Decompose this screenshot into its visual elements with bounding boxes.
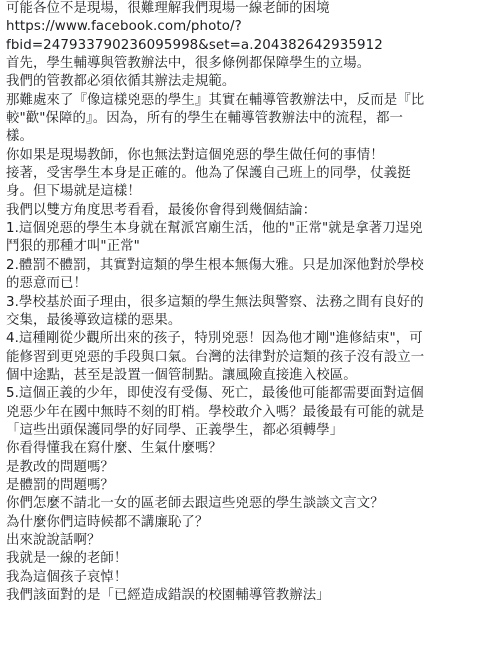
post-text-line: 兇惡少年在國中無時不刻的盯梢。學校敢介入嗎？最後最有可能的就是	[6, 404, 425, 420]
post-text-line: 我們該面對的是「已經造成錯誤的校園輔導管教辦法」	[6, 588, 330, 603]
post-text-line: 是體罰的問題嗎？	[6, 477, 114, 493]
post-text-line: 接著，受害學生本身是正確的。他為了保護自己班上的同學，仗義挺	[6, 166, 411, 182]
post-text-line: 鬥狠的那種才叫"正常"	[6, 239, 140, 255]
post-text-line: 的惡意而已！	[6, 276, 87, 292]
post-text-line: 「這些出頭保護同學的好同學、正義學生，都必須轉學」	[6, 422, 344, 438]
post-text-line: 你看得懂我在寫什麼、生氣什麼嗎？	[6, 441, 222, 457]
post-text-line: 5.這個正義的少年，即使沒有受傷、死亡，最後他可能都需要面對這個	[6, 386, 424, 402]
post-text-line: 我為這個孩子哀悼！	[6, 569, 128, 585]
post-text-line: 身。但下場就是這樣！	[6, 184, 141, 200]
post-text-line: 我們的管教都必須依循其辦法走規範。	[6, 74, 236, 90]
post-text-line: 1.這個兇惡的學生本身就在幫派宮廟生活，他的"正常"就是拿著刀逞兇	[6, 221, 423, 237]
post-link-line[interactable]: fbid=247933790236095998&set=a.204382642935912	[6, 37, 383, 53]
post-text-line: 那難處來了『像這樣兇惡的學生』其實在輔導管教辦法中，反而是『比	[6, 92, 425, 108]
post-text-line: 個中途點，甚至是設置一個管制點。讓風險直接進入校區。	[6, 367, 357, 383]
post-text-line: 我們以雙方角度思考看看，最後你會得到幾個結論：	[6, 202, 317, 218]
post-text-line: 可能各位不是現場，很難理解我們現場一線老師的困境	[6, 1, 330, 16]
post-text-line: 為什麼你們這時候都不講廉恥了？	[6, 514, 209, 530]
post-text-line: 你們怎麼不請北一女的區老師去跟這些兇惡的學生談談文言文？	[6, 496, 384, 512]
post-text-line: 樣。	[6, 129, 33, 145]
post-link-line[interactable]: https://www.facebook.com/photo/?	[6, 19, 242, 35]
post-text-line: 出來說說話啊？	[6, 532, 101, 548]
post-text-line: 首先，學生輔導與管教辦法中，很多條例都保障學生的立場。	[6, 56, 371, 72]
post-text-line: 能修習到更兇惡的手段與口氣。台灣的法律對於這類的孩子沒有設立一	[6, 349, 425, 365]
post-text-line: 4.這種剛從少觀所出來的孩子，特別兇惡！因為他才剛"進修結束"，可	[6, 331, 423, 347]
post-text-line: 2.體罰不體罰，其實對這類的學生根本無傷大雅。只是加深他對於學校	[6, 257, 424, 273]
post-text-line: 較"歡"保障的』。因為，所有的學生在輔導管教辦法中的流程，都一	[6, 111, 404, 127]
post-text-line: 交集，最後導致這樣的惡果。	[6, 312, 182, 328]
post-text-line: 你如果是現場教師，你也無法對這個兇惡的學生做任何的事情！	[6, 147, 384, 163]
post-body	[6, 0, 488, 605]
post-text-line: 我就是一線的老師！	[6, 551, 128, 567]
post-text-line: 是教改的問題嗎？	[6, 459, 114, 475]
post-text-line: 3.學校基於面子理由，很多這類的學生無法與警察、法務之間有良好的	[6, 294, 424, 310]
